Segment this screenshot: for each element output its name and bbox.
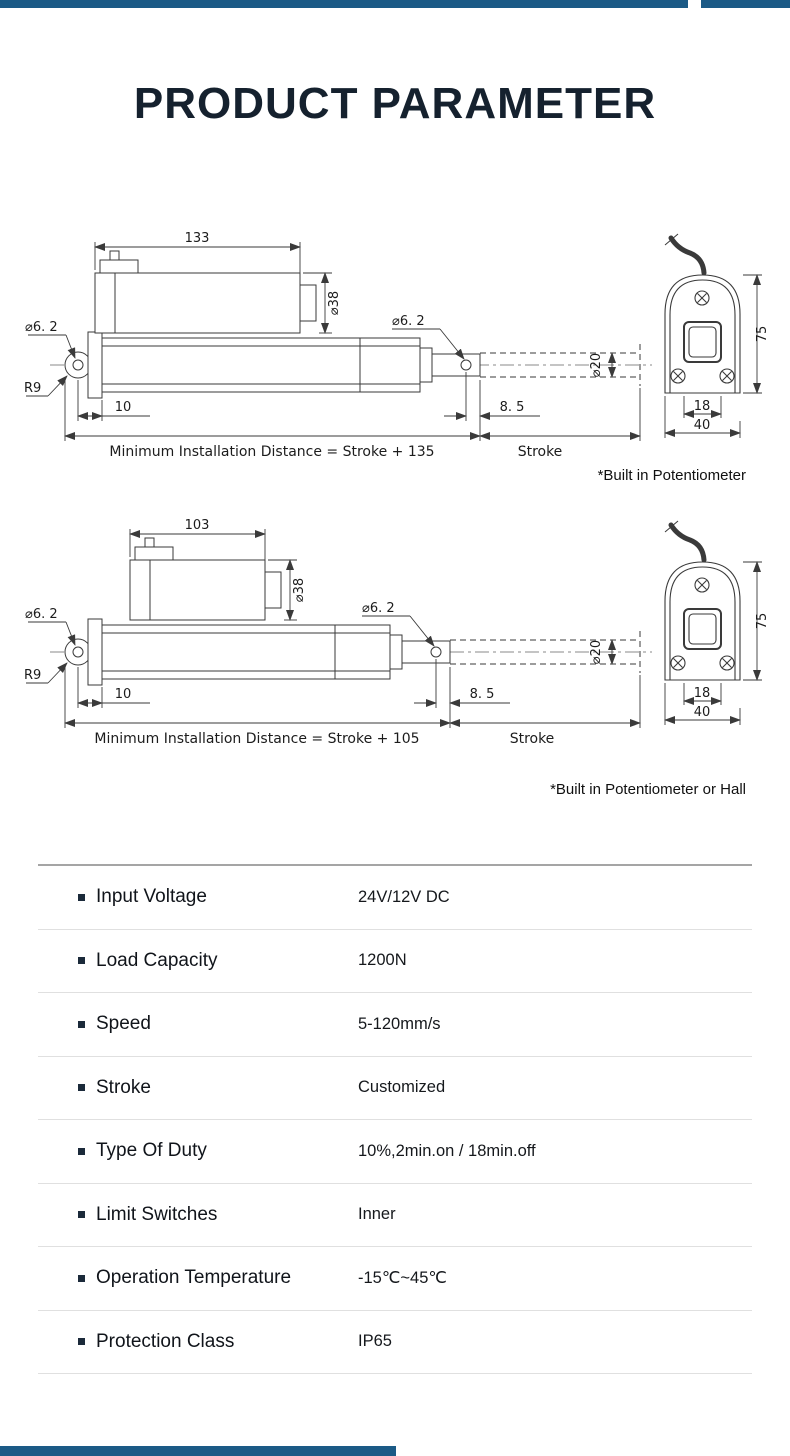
front-view-2 — [50, 538, 652, 685]
spec-row-type-of-duty — [38, 1120, 752, 1184]
spec-row-protection-class — [38, 1311, 752, 1375]
top-accent-bar-left — [0, 0, 688, 8]
actuator-technical-drawing-2 — [20, 515, 770, 751]
spec-label: Type Of Duty — [96, 1140, 207, 1162]
spec-label: Input Voltage — [96, 886, 207, 908]
page-title: PRODUCT PARAMETER — [133, 79, 657, 128]
side-view-2 — [665, 521, 740, 680]
spec-row-limit-switches — [38, 1184, 752, 1248]
left-hole-diameter-dim: ⌀6. 2 — [25, 607, 58, 622]
bottom-accent-bar — [0, 1446, 396, 1456]
clevis-radius-dim: R9 — [24, 381, 42, 396]
spec-label: Load Capacity — [96, 949, 218, 971]
spec-value: -15℃~45℃ — [358, 1269, 447, 1288]
bullet-icon — [78, 1021, 85, 1028]
clevis-radius-dim: R9 — [24, 668, 42, 683]
spec-label: Speed — [96, 1013, 151, 1035]
bullet-icon — [78, 1275, 85, 1282]
bullet-icon — [78, 894, 85, 901]
left-hole-diameter-dim: ⌀6. 2 — [25, 320, 58, 335]
cable-icon — [671, 238, 704, 273]
side-height-dim: 75 — [755, 325, 770, 343]
spec-value: 10%,2min.on / 18min.off — [358, 1141, 536, 1160]
spec-value: Inner — [358, 1205, 396, 1224]
motor-length-dim: 133 — [184, 231, 210, 246]
spec-value: 5-120mm/s — [358, 1014, 441, 1033]
side-hole-spacing-dim: 18 — [693, 399, 711, 414]
spec-label: Stroke — [96, 1076, 151, 1098]
bullet-icon — [78, 1084, 85, 1091]
side-hole-spacing-dim: 18 — [693, 686, 711, 701]
spec-value: IP65 — [358, 1332, 392, 1351]
spec-value: 24V/12V DC — [358, 887, 450, 906]
spec-table — [38, 864, 752, 1374]
clevis-offset-dim: 10 — [114, 400, 132, 415]
cable-icon — [671, 525, 704, 560]
drawing-note-2: *Built in Potentiometer or Hall — [550, 781, 746, 798]
motor-length-dim: 103 — [184, 518, 210, 533]
spec-value: Customized — [358, 1078, 446, 1097]
drawing-note-1: *Built in Potentiometer — [597, 467, 746, 484]
rod-diameter-dim: ⌀20 — [589, 639, 604, 665]
tube-diameter-dim: ⌀38 — [292, 577, 307, 603]
spec-row-load-capacity — [38, 930, 752, 994]
side-width-dim: 40 — [693, 705, 711, 720]
spec-row-speed — [38, 993, 752, 1057]
top-accent-bar-right — [701, 0, 790, 8]
tube-diameter-dim: ⌀38 — [327, 290, 342, 316]
bullet-icon — [78, 1148, 85, 1155]
spec-label: Protection Class — [96, 1330, 235, 1352]
bullet-icon — [78, 957, 85, 964]
rod-diameter-dim: ⌀20 — [589, 352, 604, 378]
spec-label: Operation Temperature — [96, 1267, 292, 1289]
rod-end-offset-dim: 8. 5 — [469, 687, 495, 702]
spec-row-stroke — [38, 1057, 752, 1121]
front-view-1 — [50, 251, 652, 398]
actuator-technical-drawing-1 — [20, 228, 770, 464]
right-hole-diameter-dim: ⌀6. 2 — [392, 314, 425, 329]
right-hole-diameter-dim: ⌀6. 2 — [362, 601, 395, 616]
spec-label: Limit Switches — [96, 1203, 218, 1225]
bullet-icon — [78, 1211, 85, 1218]
stroke-dim: Stroke — [509, 731, 555, 747]
spec-row-input-voltage — [38, 866, 752, 930]
bullet-icon — [78, 1338, 85, 1345]
stroke-dim: Stroke — [517, 444, 563, 460]
min-install-dim: Minimum Installation Distance = Stroke + 135 — [109, 444, 435, 460]
rod-end-offset-dim: 8. 5 — [499, 400, 525, 415]
spec-row-operation-temperature — [38, 1247, 752, 1311]
side-width-dim: 40 — [693, 418, 711, 433]
side-view-1 — [665, 234, 740, 393]
drawing-actuator-1 — [20, 228, 790, 464]
drawing-actuator-2 — [20, 515, 790, 751]
clevis-offset-dim: 10 — [114, 687, 132, 702]
spec-value: 1200N — [358, 951, 407, 970]
side-height-dim: 75 — [755, 612, 770, 630]
min-install-dim: Minimum Installation Distance = Stroke + 105 — [94, 731, 420, 747]
